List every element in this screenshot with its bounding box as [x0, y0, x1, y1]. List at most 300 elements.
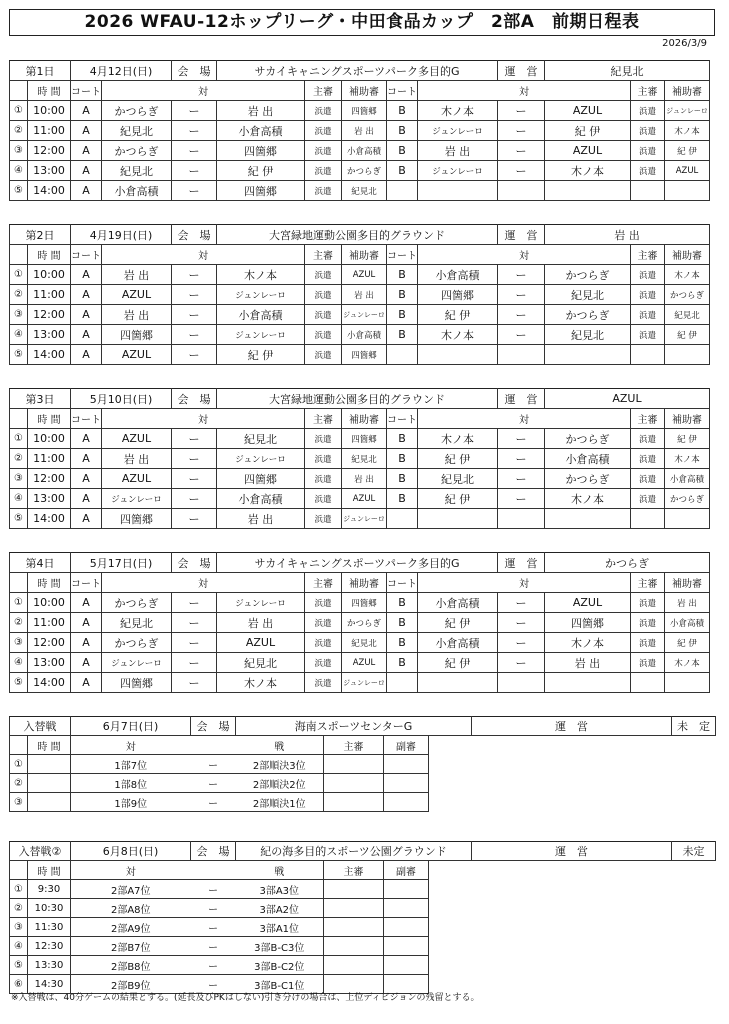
home-team: 紀 伊	[418, 449, 498, 469]
playoff-table	[9, 841, 716, 994]
time-header: 時 間	[28, 81, 71, 101]
court-header: コート	[71, 573, 102, 593]
assistant-referee: 四箇郷	[342, 101, 387, 121]
court-label: A	[71, 161, 102, 181]
away-team: 岩 出	[545, 653, 631, 673]
home-team: 1部7位	[71, 755, 191, 774]
court-header: コート	[387, 245, 418, 265]
court-header: コート	[387, 573, 418, 593]
match-time: 12:00	[28, 305, 71, 325]
versus-dash	[498, 509, 545, 529]
match-row	[10, 305, 710, 325]
away-team: 岩 出	[217, 509, 305, 529]
versus-dash: ー	[172, 509, 217, 529]
assistant-header: 補助審	[665, 81, 710, 101]
round-date: 4月12日(日)	[71, 61, 172, 81]
court-label: A	[71, 285, 102, 305]
assistant-referee: 四箇郷	[342, 429, 387, 449]
match-header: 対	[102, 81, 305, 101]
away-team: 木ノ本	[217, 265, 305, 285]
match-number: ①	[10, 880, 28, 899]
court-label: B	[387, 489, 418, 509]
assistant-referee	[665, 181, 710, 201]
referee: 浜遣	[305, 429, 342, 449]
away-team: 3部A2位	[236, 899, 324, 918]
referee	[324, 899, 384, 918]
home-team: 紀見北	[102, 161, 172, 181]
court-label: B	[387, 613, 418, 633]
match-time: 11:00	[28, 613, 71, 633]
assistant-header: 補助審	[665, 573, 710, 593]
referee-header: 主審	[305, 245, 342, 265]
home-team: 岩 出	[102, 265, 172, 285]
match-number: ②	[10, 121, 28, 141]
match-number: ①	[10, 101, 28, 121]
court-header: コート	[387, 81, 418, 101]
referee	[324, 937, 384, 956]
home-team: AZUL	[102, 429, 172, 449]
referee	[324, 956, 384, 975]
match-row	[10, 101, 710, 121]
referee: 浜遣	[631, 653, 665, 673]
referee: 浜遣	[631, 285, 665, 305]
assistant-referee: AZUL	[342, 653, 387, 673]
assistant-referee: 紀 伊	[665, 141, 710, 161]
versus-dash: ー	[498, 489, 545, 509]
sub-referee	[384, 793, 429, 812]
sub-referee	[384, 880, 429, 899]
match-time: 13:00	[28, 325, 71, 345]
referee	[324, 774, 384, 793]
assistant-referee: 木ノ本	[665, 653, 710, 673]
referee: 浜遣	[631, 489, 665, 509]
issue-date: 2026/3/9	[662, 38, 707, 49]
versus-dash	[498, 345, 545, 365]
home-team: 紀 伊	[418, 653, 498, 673]
match-time: 12:00	[28, 633, 71, 653]
away-team	[545, 345, 631, 365]
home-team	[418, 673, 498, 693]
footnote: ※入替戦は、40分ゲームの結果とする。(延長及びPKはしない)引き分けの場合は、上位ディビジョンの残留とする。	[11, 993, 480, 1003]
match-number: ①	[10, 755, 28, 774]
assistant-referee: 紀見北	[665, 305, 710, 325]
court-header: コート	[387, 409, 418, 429]
match-time: 14:00	[28, 673, 71, 693]
court-label	[387, 345, 418, 365]
match-number: ④	[10, 937, 28, 956]
home-team: 2部A7位	[71, 880, 191, 899]
home-team: かつらぎ	[102, 633, 172, 653]
sub-referee	[384, 937, 429, 956]
round-table	[9, 60, 710, 201]
referee: 浜遣	[631, 633, 665, 653]
match-header: 対	[102, 245, 305, 265]
match-number: ⑤	[10, 345, 28, 365]
round-name: 第4日	[10, 553, 71, 573]
away-team: 紀 伊	[217, 161, 305, 181]
referee-header: 主審	[324, 861, 384, 880]
venue-name: 紀の海多目的スポーツ公園グラウンド	[236, 842, 472, 861]
home-team: 1部8位	[71, 774, 191, 793]
court-header: コート	[71, 409, 102, 429]
assistant-header: 補助審	[342, 409, 387, 429]
organizer-label: 運 営	[498, 61, 545, 81]
away-team: 四箇郷	[217, 141, 305, 161]
home-team: 紀見北	[102, 613, 172, 633]
court-label: B	[387, 121, 418, 141]
away-team: 木ノ本	[217, 673, 305, 693]
court-label	[387, 673, 418, 693]
versus-dash: ー	[498, 285, 545, 305]
away-team: 木ノ本	[545, 633, 631, 653]
assistant-header: 補助審	[342, 245, 387, 265]
home-team: 2部A9位	[71, 918, 191, 937]
assistant-referee: かつらぎ	[342, 161, 387, 181]
home-team: 紀見北	[418, 469, 498, 489]
assistant-referee: 岩 出	[342, 121, 387, 141]
match-time: 14:00	[28, 509, 71, 529]
referee-header: 主審	[305, 81, 342, 101]
away-team: かつらぎ	[545, 305, 631, 325]
time-header: 時 間	[28, 736, 71, 755]
home-team: 木ノ本	[418, 325, 498, 345]
sub-referee	[384, 956, 429, 975]
referee: 浜遣	[305, 181, 342, 201]
match-row	[10, 633, 710, 653]
away-team: 紀見北	[217, 653, 305, 673]
versus-dash: ー	[172, 101, 217, 121]
assistant-referee: 岩 出	[665, 593, 710, 613]
away-team: 3部A3位	[236, 880, 324, 899]
organizer-label: 運 営	[498, 225, 545, 245]
court-label: B	[387, 305, 418, 325]
referee: 浜遣	[305, 673, 342, 693]
versus-dash: ー	[191, 937, 236, 956]
away-team: 2部順決2位	[236, 774, 324, 793]
versus-dash: ー	[172, 285, 217, 305]
venue-label: 会 場	[172, 225, 217, 245]
sub-referee-header: 副審	[384, 736, 429, 755]
referee	[631, 673, 665, 693]
match-row	[10, 449, 710, 469]
away-team: AZUL	[545, 101, 631, 121]
match-time: 13:30	[28, 956, 71, 975]
time-header: 時 間	[28, 409, 71, 429]
court-label: A	[71, 613, 102, 633]
referee: 浜遣	[631, 161, 665, 181]
versus-dash: ー	[498, 305, 545, 325]
versus-dash: ー	[498, 653, 545, 673]
referee: 浜遣	[631, 593, 665, 613]
away-team: 小倉高積	[545, 449, 631, 469]
sub-referee	[384, 755, 429, 774]
versus-dash: ー	[498, 325, 545, 345]
organizer-label: 運 営	[472, 842, 672, 861]
referee: 浜遣	[631, 101, 665, 121]
assistant-referee: 紀見北	[342, 181, 387, 201]
court-label: B	[387, 161, 418, 181]
versus-dash: ー	[172, 181, 217, 201]
versus-dash: ー	[172, 593, 217, 613]
assistant-referee: AZUL	[665, 161, 710, 181]
venue-name: 大宮緑地運動公園多目的グラウンド	[217, 389, 498, 409]
versus-dash	[498, 673, 545, 693]
organizer-name: 岩 出	[545, 225, 710, 245]
venue-label: 会 場	[172, 389, 217, 409]
home-team: 紀 伊	[418, 305, 498, 325]
venue-name: サカイキャニングスポーツパーク多目的G	[217, 61, 498, 81]
home-team: 小倉高積	[418, 265, 498, 285]
match-header: 対	[102, 573, 305, 593]
court-label: B	[387, 469, 418, 489]
referee: 浜遣	[305, 285, 342, 305]
referee: 浜遣	[305, 305, 342, 325]
court-label: B	[387, 593, 418, 613]
court-label	[387, 181, 418, 201]
match-row	[10, 653, 710, 673]
away-team: 四箇郷	[217, 469, 305, 489]
referee: 浜遣	[631, 121, 665, 141]
assistant-referee: 木ノ本	[665, 449, 710, 469]
organizer-name: 未定	[672, 842, 716, 861]
home-team: かつらぎ	[102, 101, 172, 121]
time-header: 時 間	[28, 573, 71, 593]
referee-header: 主審	[631, 573, 665, 593]
organizer-name: かつらぎ	[545, 553, 710, 573]
match-header-2: 戦	[236, 736, 324, 755]
court-header: コート	[71, 81, 102, 101]
referee: 浜遣	[631, 449, 665, 469]
match-time: 12:00	[28, 469, 71, 489]
match-time	[28, 755, 71, 774]
home-team: 1部9位	[71, 793, 191, 812]
referee: 浜遣	[305, 509, 342, 529]
versus-dash: ー	[498, 265, 545, 285]
versus-dash: ー	[498, 593, 545, 613]
court-label: A	[71, 469, 102, 489]
home-team: かつらぎ	[102, 141, 172, 161]
match-number: ②	[10, 774, 28, 793]
home-team: 岩 出	[102, 305, 172, 325]
home-team: 小倉高積	[418, 633, 498, 653]
referee	[324, 880, 384, 899]
court-label: A	[71, 345, 102, 365]
court-label: A	[71, 141, 102, 161]
court-label: A	[71, 181, 102, 201]
court-label	[387, 509, 418, 529]
away-team: 3部A1位	[236, 918, 324, 937]
assistant-referee: 小倉高積	[342, 141, 387, 161]
match-number: ①	[10, 265, 28, 285]
versus-dash: ー	[172, 673, 217, 693]
referee	[631, 345, 665, 365]
versus-dash: ー	[191, 755, 236, 774]
match-header: 対	[102, 409, 305, 429]
organizer-name: AZUL	[545, 389, 710, 409]
versus-dash: ー	[191, 793, 236, 812]
match-time: 11:00	[28, 121, 71, 141]
versus-dash: ー	[172, 469, 217, 489]
organizer-name: 未 定	[672, 717, 716, 736]
assistant-referee: かつらぎ	[342, 613, 387, 633]
assistant-referee: ジュンレーロ	[342, 305, 387, 325]
away-team: 紀 伊	[217, 345, 305, 365]
assistant-referee: 小倉高積	[665, 613, 710, 633]
match-time: 13:00	[28, 489, 71, 509]
referee	[324, 918, 384, 937]
playoff-date: 6月7日(日)	[71, 717, 191, 736]
sub-referee-header: 副審	[384, 861, 429, 880]
versus-dash: ー	[191, 899, 236, 918]
referee	[324, 755, 384, 774]
venue-name: サカイキャニングスポーツパーク多目的G	[217, 553, 498, 573]
court-label: A	[71, 101, 102, 121]
assistant-referee: 紀 伊	[665, 325, 710, 345]
sub-referee	[384, 899, 429, 918]
match-number: ⑤	[10, 956, 28, 975]
match-header-2: 戦	[236, 861, 324, 880]
match-number: ③	[10, 633, 28, 653]
versus-dash: ー	[191, 918, 236, 937]
match-time	[28, 774, 71, 793]
court-label: B	[387, 325, 418, 345]
organizer-label: 運 営	[472, 717, 672, 736]
referee: 浜遣	[631, 305, 665, 325]
home-team: 2部A8位	[71, 899, 191, 918]
assistant-referee: 紀見北	[342, 633, 387, 653]
match-number: ①	[10, 429, 28, 449]
court-label: B	[387, 265, 418, 285]
home-team: ジュンレーロ	[102, 489, 172, 509]
assistant-referee: ジュンレーロ	[665, 101, 710, 121]
home-team: 四箇郷	[102, 325, 172, 345]
match-time: 10:00	[28, 101, 71, 121]
match-row	[10, 161, 710, 181]
court-label: B	[387, 429, 418, 449]
match-time: 10:30	[28, 899, 71, 918]
match-time: 10:00	[28, 593, 71, 613]
away-team: ジュンレーロ	[217, 285, 305, 305]
playoff-name: 入替戦	[10, 717, 71, 736]
versus-dash: ー	[498, 633, 545, 653]
match-number: ③	[10, 918, 28, 937]
match-row	[10, 593, 710, 613]
playoff-date: 6月8日(日)	[71, 842, 191, 861]
home-team: ジュンレーロ	[102, 653, 172, 673]
home-team: 四箇郷	[418, 285, 498, 305]
home-team: 木ノ本	[418, 429, 498, 449]
round-table	[9, 224, 710, 365]
referee-header: 主審	[324, 736, 384, 755]
referee: 浜遣	[305, 101, 342, 121]
organizer-label: 運 営	[498, 553, 545, 573]
away-team: 小倉高積	[217, 305, 305, 325]
home-team: 2部B9位	[71, 975, 191, 994]
assistant-referee: 四箇郷	[342, 593, 387, 613]
away-team: 3部B-C1位	[236, 975, 324, 994]
court-label: A	[71, 325, 102, 345]
away-team: かつらぎ	[545, 469, 631, 489]
match-number: ④	[10, 489, 28, 509]
playoff-name: 入替戦②	[10, 842, 71, 861]
away-team: 紀 伊	[545, 121, 631, 141]
match-time: 12:30	[28, 937, 71, 956]
versus-dash: ー	[172, 305, 217, 325]
assistant-referee	[665, 509, 710, 529]
referee-header: 主審	[305, 409, 342, 429]
away-team	[545, 509, 631, 529]
versus-dash: ー	[498, 429, 545, 449]
match-number: ⑤	[10, 509, 28, 529]
court-label: A	[71, 489, 102, 509]
round-name: 第2日	[10, 225, 71, 245]
home-team: AZUL	[102, 469, 172, 489]
versus-dash: ー	[172, 265, 217, 285]
assistant-referee: かつらぎ	[665, 489, 710, 509]
away-team: ジュンレーロ	[217, 449, 305, 469]
round-date: 5月10日(日)	[71, 389, 172, 409]
home-team: 四箇郷	[102, 509, 172, 529]
match-header: 対	[418, 81, 631, 101]
court-label: B	[387, 141, 418, 161]
court-label: A	[71, 593, 102, 613]
match-header: 対	[418, 573, 631, 593]
away-team: 小倉高積	[217, 489, 305, 509]
venue-label: 会 場	[172, 61, 217, 81]
court-label: A	[71, 633, 102, 653]
court-label: B	[387, 653, 418, 673]
match-number: ②	[10, 449, 28, 469]
home-team: 岩 出	[418, 141, 498, 161]
away-team: ジュンレーロ	[217, 325, 305, 345]
assistant-referee: 木ノ本	[665, 121, 710, 141]
assistant-referee: 木ノ本	[665, 265, 710, 285]
round-table	[9, 552, 710, 693]
court-label: B	[387, 285, 418, 305]
match-number: ③	[10, 305, 28, 325]
home-team: 紀見北	[102, 121, 172, 141]
assistant-referee: 岩 出	[342, 469, 387, 489]
home-team	[418, 509, 498, 529]
match-row	[10, 489, 710, 509]
match-time: 10:00	[28, 429, 71, 449]
assistant-header: 補助審	[342, 81, 387, 101]
versus-dash: ー	[172, 653, 217, 673]
assistant-referee	[665, 673, 710, 693]
home-team: ジュンレーロ	[418, 121, 498, 141]
away-team: AZUL	[545, 141, 631, 161]
venue-label: 会 場	[191, 717, 236, 736]
versus-dash: ー	[172, 429, 217, 449]
away-team: 木ノ本	[545, 161, 631, 181]
match-header: 対	[418, 245, 631, 265]
versus-dash: ー	[172, 141, 217, 161]
versus-dash: ー	[498, 613, 545, 633]
referee: 浜遣	[305, 121, 342, 141]
match-number: ③	[10, 469, 28, 489]
playoff-table	[9, 716, 716, 812]
match-number: ②	[10, 285, 28, 305]
round-table	[9, 388, 710, 529]
versus-dash: ー	[191, 975, 236, 994]
court-label: A	[71, 265, 102, 285]
away-team: 小倉高積	[217, 121, 305, 141]
home-team: 木ノ本	[418, 101, 498, 121]
referee: 浜遣	[305, 449, 342, 469]
match-number: ④	[10, 161, 28, 181]
match-time: 11:00	[28, 449, 71, 469]
away-team: かつらぎ	[545, 429, 631, 449]
